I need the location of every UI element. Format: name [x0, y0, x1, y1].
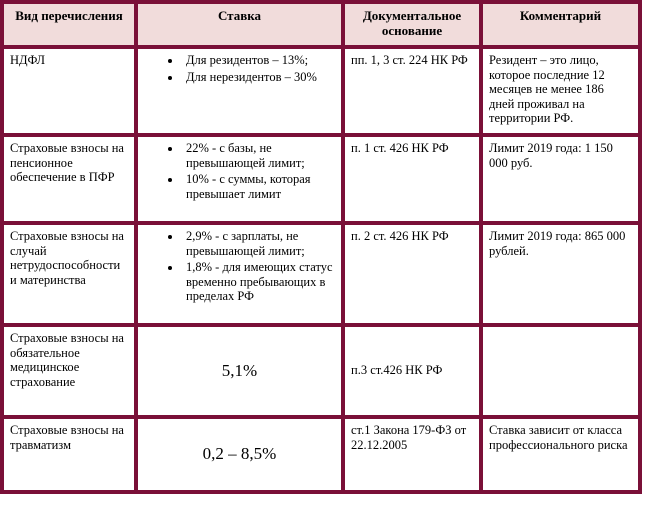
row-4-comment	[483, 327, 638, 415]
header-basis: Документальное основание	[345, 4, 479, 45]
header-comment: Комментарий	[483, 4, 638, 45]
row-2-type: Страховые взносы на пенсионное обеспечение в ПФР	[4, 137, 134, 221]
header-rate: Ставка	[138, 4, 341, 45]
row-3-rate-item: • 2,9% - с зарплаты, не превышающей лимит;	[182, 229, 341, 258]
row-1-type: НДФЛ	[4, 49, 134, 133]
row-5-comment: Ставка зависит от класса профессионального риска	[483, 419, 638, 490]
row-4-rate: 5,1%	[138, 327, 341, 415]
row-2-rate-item: • 10% - с суммы, которая превышает лимит	[182, 172, 341, 201]
row-5-type: Страховые взносы на травматизм	[4, 419, 134, 490]
header-type: Вид перечисления	[4, 4, 134, 45]
row-5-rate: 0,2 – 8,5%	[138, 419, 341, 490]
row-1-rate-item: • Для резидентов – 13%;	[182, 53, 341, 68]
row-2-basis: п. 1 ст. 426 НК РФ	[345, 137, 479, 221]
row-3-rate-item: • 1,8% - для имеющих статус временно пребывающих в пределах РФ	[182, 260, 341, 304]
row-1-basis: пп. 1, 3 ст. 224 НК РФ	[345, 49, 479, 133]
row-4-basis: п.3 ст.426 НК РФ	[345, 327, 479, 415]
row-2-rate	[138, 137, 341, 221]
row-1-comment: Резидент – это лицо, которое последние 12 месяцев не менее 186 дней проживал на территории РФ.	[483, 49, 638, 133]
row-1-rate	[138, 49, 341, 133]
row-4-type: Страховые взносы на обязательное медицинское страхование	[4, 327, 134, 415]
row-5-basis: ст.1 Закона 179-ФЗ от 22.12.2005	[345, 419, 479, 490]
row-3-rate	[138, 225, 341, 323]
row-2-rate-item: • 22% - с базы, не превышающей лимит;	[182, 141, 341, 170]
row-2-comment: Лимит 2019 года: 1 150 000 руб.	[483, 137, 638, 221]
row-1-rate-item: • Для нерезидентов – 30%	[182, 70, 341, 85]
row-3-comment: Лимит 2019 года: 865 000 рублей.	[483, 225, 638, 323]
row-3-basis: п. 2 ст. 426 НК РФ	[345, 225, 479, 323]
row-3-type: Страховые взносы на случай нетрудоспособности и материнства	[4, 225, 134, 323]
